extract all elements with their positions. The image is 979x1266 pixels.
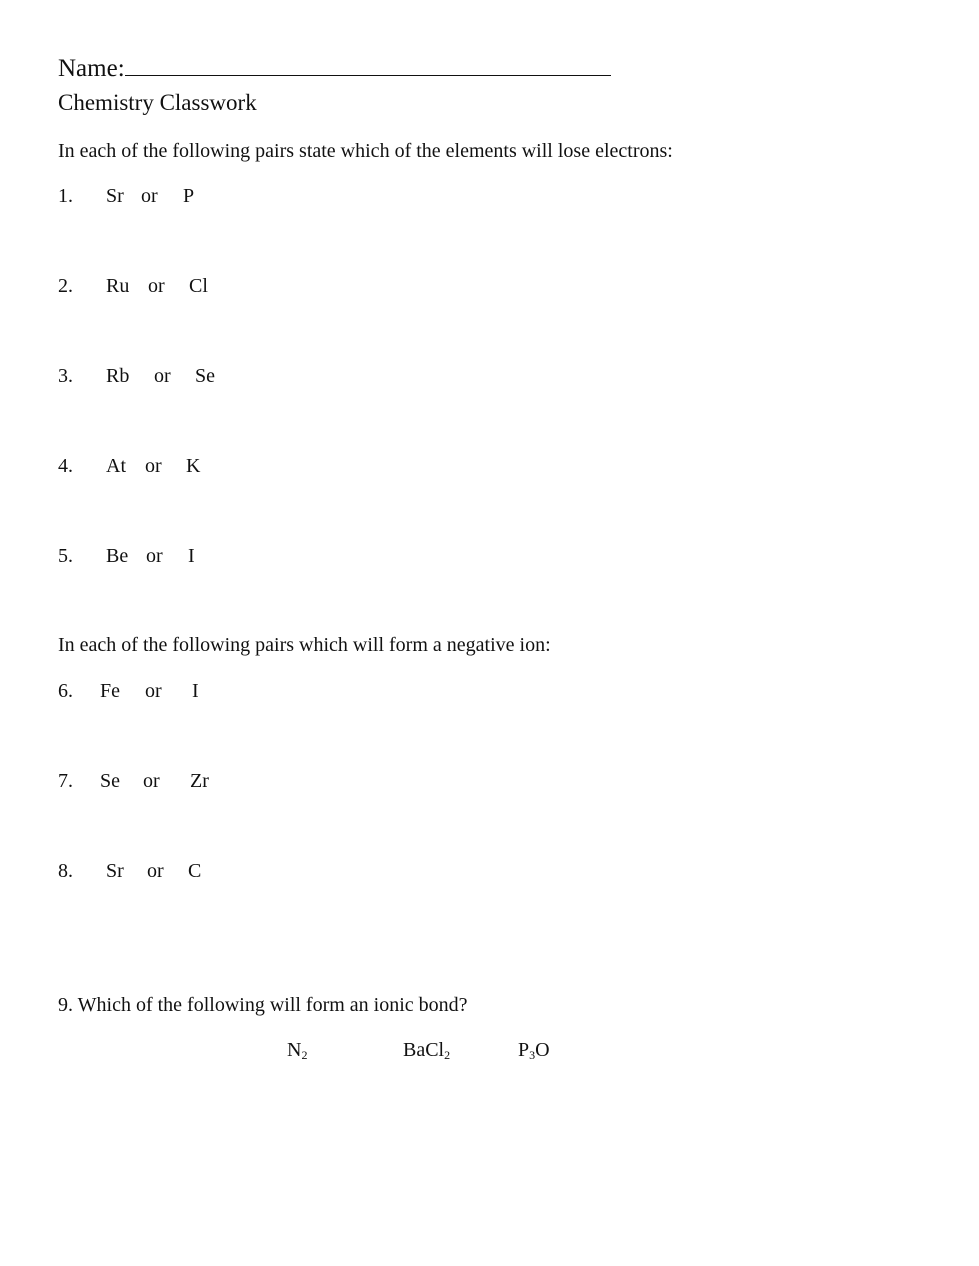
element-a: Rb: [106, 365, 130, 387]
question-9-text: 9. Which of the following will form an ionic bond?: [58, 994, 468, 1016]
section1-instruction: In each of the following pairs state which of the elements will lose electrons:: [58, 140, 673, 162]
or-word: or: [148, 275, 165, 297]
element-b: P: [183, 185, 195, 207]
or-word: or: [147, 860, 164, 882]
element-a: Sr: [106, 185, 124, 207]
name-label: Name:: [58, 55, 125, 82]
or-word: or: [141, 185, 158, 207]
element-b: Se: [195, 365, 215, 387]
element-a: Be: [106, 545, 129, 567]
or-word: or: [143, 770, 160, 792]
question-number: 3.: [58, 365, 73, 387]
element-a: Se: [100, 770, 120, 792]
question-number: 5.: [58, 545, 73, 567]
or-word: or: [145, 680, 162, 702]
element-b: I: [188, 545, 195, 567]
question-number: 7.: [58, 770, 73, 792]
question-number: 4.: [58, 455, 73, 477]
element-a: At: [106, 455, 126, 477]
element-b: Cl: [189, 275, 208, 297]
name-field[interactable]: [58, 55, 611, 83]
question-number: 1.: [58, 185, 73, 207]
or-word: or: [154, 365, 171, 387]
section2-instruction: In each of the following pairs which will form a negative ion:: [58, 634, 551, 656]
option-bacl2: BaCl$_2$: [403, 1039, 451, 1062]
element-a: Ru: [106, 275, 130, 297]
page-title: Chemistry Classwork: [58, 90, 257, 115]
element-b: K: [186, 455, 201, 477]
element-b: C: [188, 860, 202, 882]
element-a: Fe: [100, 680, 120, 702]
question-number: 2.: [58, 275, 73, 297]
question-number: 8.: [58, 860, 73, 882]
name-blank-line[interactable]: [125, 74, 611, 76]
or-word: or: [145, 455, 162, 477]
element-b: Zr: [190, 770, 209, 792]
question-number: 6.: [58, 680, 73, 702]
element-b: I: [192, 680, 199, 702]
or-word: or: [146, 545, 163, 567]
element-a: Sr: [106, 860, 124, 882]
option-n2: $N_2$: [287, 1039, 308, 1062]
option-p3o: $P_3O$: [518, 1039, 550, 1062]
